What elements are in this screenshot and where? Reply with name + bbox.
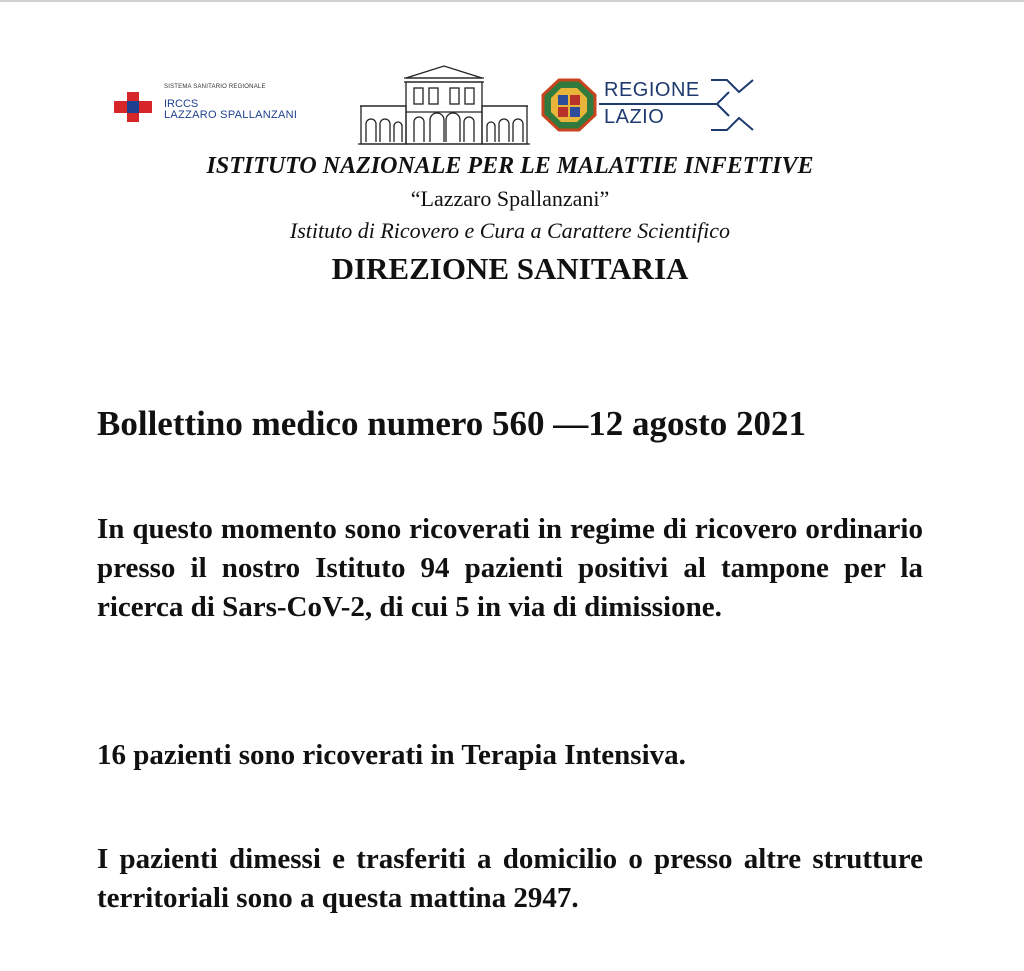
regione-lazio-logo — [541, 74, 756, 134]
institute-building-icon — [358, 64, 530, 146]
institute-type: Istituto di Ricovero e Cura a Carattere Scientifico — [289, 218, 731, 243]
regione-lazio-emblem-icon — [541, 78, 597, 132]
top-border — [0, 0, 1024, 2]
bulletin-paragraph-2: 16 pazienti sono ricoverati in Terapia Intensiva. — [97, 739, 686, 771]
irccs-label: IRCCS — [164, 98, 199, 110]
bulletin-title: Bollettino medico numero 560 —12 agosto 2021 — [97, 404, 807, 443]
institute-name: ISTITUTO NAZIONALE PER LE MALATTIE INFETTIVE — [206, 153, 814, 179]
institute-subtitle: “Lazzaro Spallanzani” — [410, 186, 610, 211]
irccs-spallanzani-logo — [114, 84, 344, 124]
lazio-bracket-lines — [599, 76, 755, 132]
lazio-label: LAZIO — [604, 106, 665, 128]
bulletin-paragraph-3: I pazienti dimessi e trasferiti a domicilio o presso altre strutture territoriali sono a questa mattina 2947. — [97, 843, 923, 914]
bulletin-paragraph-1: In questo momento sono ricoverati in regime di ricovero ordinario presso il nostro Istituto 94 pazienti positivi al tampone per la ricerca di Sars-CoV-2, di cui 5 in via di dimissione. — [97, 513, 923, 623]
irccs-caption: SISTEMA SANITARIO REGIONALE — [164, 84, 266, 90]
department-title: DIREZIONE SANITARIA — [331, 251, 689, 286]
regione-label: REGIONE — [604, 79, 700, 101]
cross-icon — [114, 92, 154, 122]
irccs-name: LAZZARO SPALLANZANI — [164, 109, 298, 121]
